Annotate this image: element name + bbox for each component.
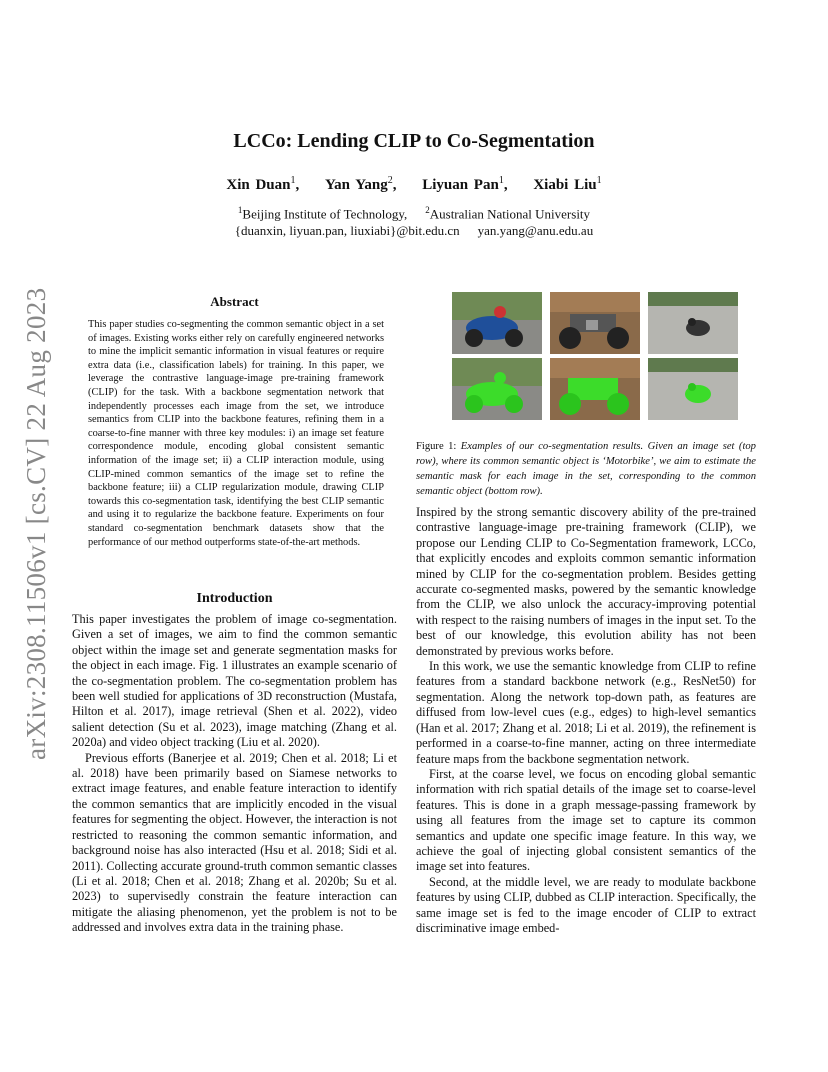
- figure-1: [452, 292, 738, 420]
- introduction-heading: Introduction: [196, 591, 273, 606]
- author-list: [0, 175, 828, 194]
- paragraph: In this work, we use the semantic knowledge from CLIP to refine features from a standard backbone network (e.g., ResNet50) for segmentation. Along the network top-down path, as features are diffused from low-level cues (e.g., edges) to high-level semantics (Han et al. 2017; Zhang et al. 2018; Li et al. 2019), the refinement is performed in a coarse-to-fine manner, acting on three intermediate feature maps from the backbone segmentation network.: [416, 659, 756, 766]
- mask-image-2: [550, 358, 640, 420]
- input-image-1: [452, 292, 542, 354]
- left-column-text: [72, 612, 397, 936]
- paragraph: This paper investigates the problem of image co-segmentation. Given a set of images, we aim to find the common semantic object within the image set and generate segmentation masks for the object in each image. Fig. 1 illustrates an example scenario of the co-segmentation problem. The co-segmentation problem has been well studied for applications of 3D reconstruction (Mustafa, Hilton et al. 2017), image retrieval (Shen et al. 2022), video salient detection (Su et al. 2023), image matching (Zhang et al. 2020a) and video object tracking (Liu et al. 2020).: [72, 612, 397, 750]
- author: Xin Duan$^1$,: [226, 175, 300, 193]
- paper-title: LCCo: Lending CLIP to Co-Segmentation: [233, 130, 595, 152]
- abstract-heading: Abstract: [210, 294, 259, 309]
- paragraph: Second, at the middle level, we are ready to modulate backbone features by using CLIP, dubbed as CLIP interaction. Specifically, the same image set is fed to the image encoder of CLIP to extract discriminative image embed-: [416, 874, 756, 935]
- input-image-3: [648, 292, 738, 354]
- author: Yan Yang$^2$,: [324, 175, 397, 193]
- input-image-2: [550, 292, 640, 354]
- author: Liyuan Pan$^1$,: [422, 175, 508, 193]
- author: Xiabi Liu$^1$: [533, 175, 602, 193]
- paragraph: Inspired by the strong semantic discovery ability of the pre-trained contrastive language-image pre-training framework (CLIP), we propose our Lending CLIP to Co-Segmentation framework, LCCo, that explicitly encodes and exploits common semantic information mined by CLIP for the co-segmentation problem. Besides getting accurate co-segmented masks, powered by the semantic knowledge from the CLIP, we also unlock the accuracy-improving potential with respect to the raising numbers of images in the input set. To the best of our knowledge, this evolution ability has not been demonstrated by previous works before.: [416, 505, 756, 658]
- affiliations: $^1$Beijing Institute of Technology, $^2$Australian National University {duanxin, liyuan.pan, liuxiabi}@bit.edu.cn yan.yang@anu.edu.au: [234, 205, 594, 239]
- paragraph: Previous efforts (Banerjee et al. 2019; Chen et al. 2018; Li et al. 2018) have been primarily based on Siamese networks to extract image features, and enable feature interaction to identify the common semantics that are implicitly encoded in the visual features for segmenting the object. However, the interaction is not restricted to reasoning the common semantic information, and background noise has also interacted (Hsu et al. 2018; Sidi et al. 2011). Collecting accurate ground-truth common semantic classes (Li et al. 2018; Chen et al. 2018; Zhang et al. 2020b; Su et al. 2023) to supervisedly constrain the feature interaction can mitigate the aliasing phenomenon, yet the problem is not to be addressed and involves extra data in the training phase.: [72, 750, 397, 935]
- mask-image-1: [452, 358, 542, 420]
- mask-image-3: [648, 358, 738, 420]
- figure-caption: Figure 1: Examples of our co-segmentation results. Given an image set (top row), where its common semantic object is ‘Motorbike’, we aim to estimate the semantic mask for each image in the set, corresponding to the common semantic object (bottom row).: [416, 441, 756, 497]
- arxiv-identifier: arXiv:2308.11506v1 [cs.CV] 22 Aug 2023: [21, 287, 51, 760]
- abstract-body: This paper studies co-segmenting the common semantic object in a set of images. Existing works either rely on carefully engineered networks to mine the implicit semantic information in visual features or require extra data (i.e., classification labels) for training. In this paper, we leverage the contrastive language-image pre-training framework (CLIP) for the task. With a backbone segmentation network that independently processes each image from the set, we introduce semantics from CLIP into the backbone features, refining them in a coarse-to-fine manner with three key modules: i) an image set feature correspondence module, encoding global consistent semantic information of the image set; ii) a CLIP interaction module, using CLIP-mined common semantics of the image set to refine the backbone feature; iii) a CLIP regularization module, drawing CLIP towards this co-segmentation task, identifying the best CLIP semantic and using it to regularize the backbone feature. Experiments on four standard co-segmentation benchmark datasets show that the performance of our method outperforms state-of-the-art methods.: [88, 319, 384, 548]
- email: yan.yang@anu.edu.au: [477, 223, 594, 239]
- email: {duanxin, liyuan.pan, liuxiabi}@bit.edu.cn: [234, 223, 460, 239]
- paragraph: First, at the coarse level, we focus on encoding global semantic information with rich spatial details of the image set to coarse-level features. This is done in a graph message-passing framework by using all features from the image set to capture its common semantics and update one specific image feature. In this way, we achieve the goal of injecting global consistent semantics of the image set into features.: [416, 766, 756, 874]
- right-column-text: [416, 505, 756, 936]
